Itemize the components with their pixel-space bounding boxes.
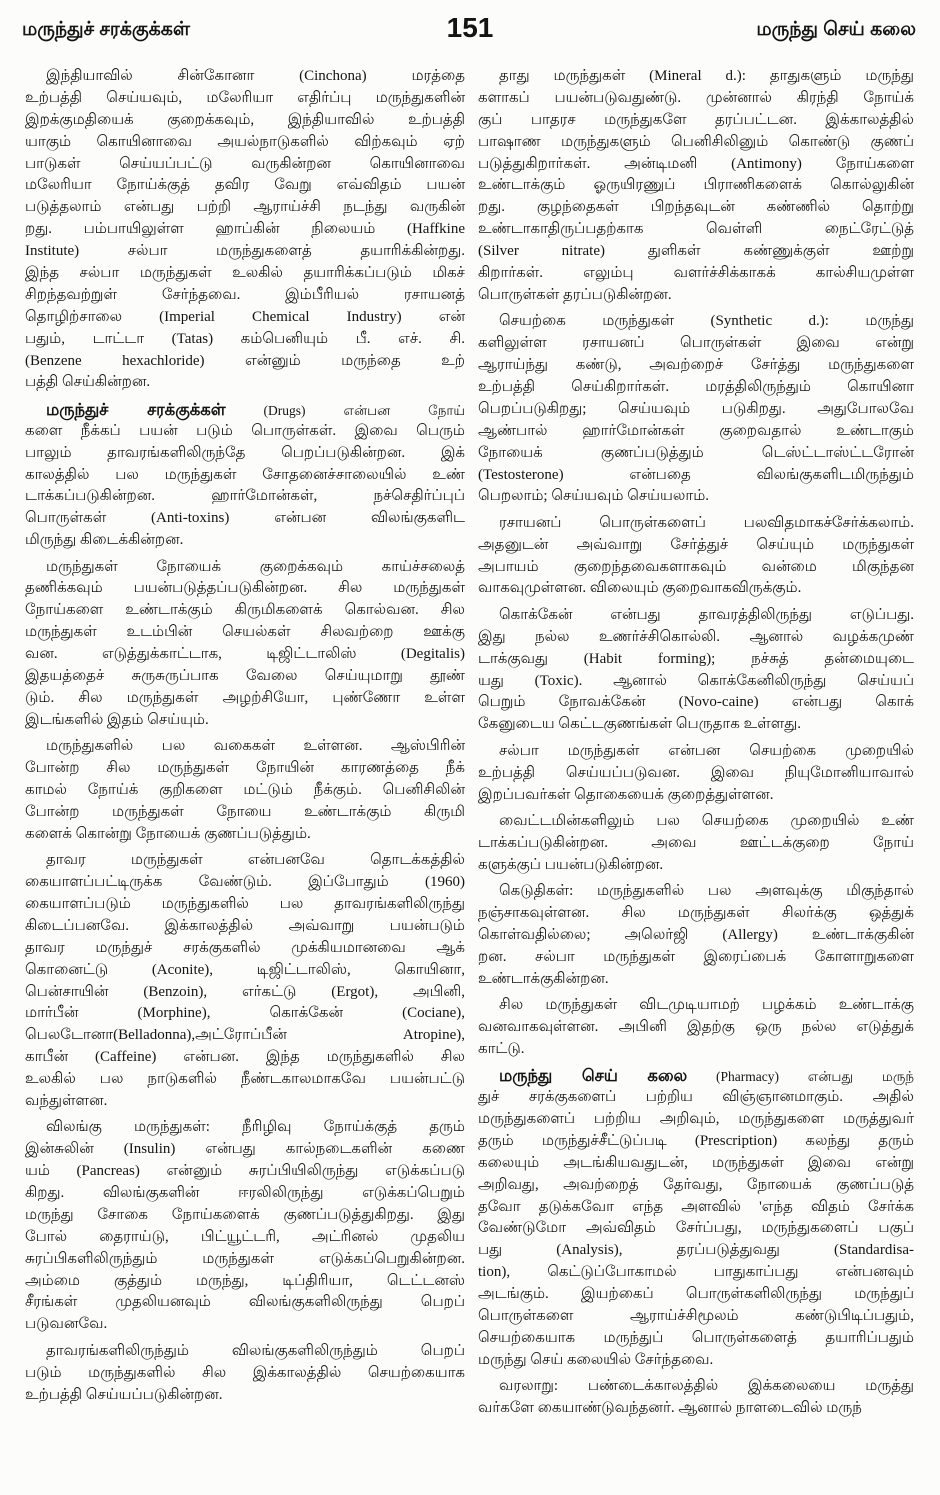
paragraph [478, 741, 914, 807]
text-line: காபீன் (Caffeine) என்பன. இந்த மருந்துகளில் சில [25, 1049, 465, 1066]
text-line [478, 1065, 914, 1087]
paragraph [478, 995, 914, 1061]
paragraph [478, 66, 914, 307]
text-line: காமல் நோய்க் குறிகளை மட்டும் நீக்கும். பெனிசிலின் [25, 782, 465, 798]
paragraph [478, 513, 914, 601]
text-line: கையாளப்பட்டிருக்க வேண்டும். இப்போதும் (1960) [25, 874, 465, 891]
text-line: வைட்டமின்களிலும் பல செயற்கை முறையில் உண் [499, 812, 914, 829]
text-line: இடங்களில் இதம் செய்யும். [25, 711, 209, 728]
entry-heading: மருந்துச் சரக்குக்கள் [46, 399, 226, 419]
paragraph [478, 811, 914, 877]
text-line: இறப்பவர்கள் தொகையைக் குறைத்துள்ளன. [478, 786, 774, 803]
text-line: டாக்கப்படுகின்றன. அவை ஊட்டக்குறை நோய் [478, 834, 914, 851]
paragraph [25, 66, 465, 394]
text-line: ரசாயனப் பொருள்களைப் பலவிதமாகச்சேர்க்கலாம். [499, 514, 914, 531]
text-line: மிருந்து கிடைக்கின்றன. [25, 532, 184, 549]
text-line: பொருள்கள் (Anti-toxins) என்பன விலங்குகளிட [25, 510, 465, 527]
text-line: வரலாறு: பண்டைக்காலத்தில் இக்கலையை மருத்து [499, 1378, 914, 1395]
text-line: மருந்து சோகை நோய்களைக் குணப்படுத்துகிறது. இது [25, 1206, 465, 1223]
text-line: தொழிற்சாலை (Imperial Chemical Industry) என் [25, 308, 465, 325]
text-line: உற்பத்தி செய்யவும், மலேரியா எதிர்ப்பு மருந்துகளின் [25, 89, 465, 106]
text-line: கலையும் அடங்கியவதுடன், மருந்துகள் இவை என்று [478, 1154, 914, 1171]
text-line: இறக்குமதியைக் குறைக்கவும், இந்தியாவில் உற்பத்தி [25, 111, 465, 128]
text-line: உண்டாக்கும் ஓருயிரணுப் பிராணிகளைக் கொல்லுகின் [478, 177, 914, 194]
text-line: போல் தைராய்டு, பிட்யூட்டரி, அட்ரினல் முதலிய [25, 1228, 465, 1245]
text-line: வந்துள்ளன. [25, 1092, 108, 1109]
text-line: கொனைட்டு (Aconite), டிஜிட்டாலிஸ், கொயினா, [25, 961, 465, 978]
text-line: களாகப் பயன்படுவதுண்டு. முன்னால் கிரந்தி நோய்க் [478, 89, 914, 106]
text-line: மருந்துகள் நோயைக் குறைக்கவும் காய்ச்சலைத் [46, 558, 465, 575]
paragraph [25, 1341, 465, 1407]
text-line: டாக்குவது (Habit forming); நச்சுத் தன்மையுடை [478, 650, 914, 667]
text-line: ஆண்பால் ஹார்மோன்கள் குறைவதால் உண்டாகும் [478, 422, 914, 439]
text-line: கெடுதிகள்: மருந்துகளில் பல அளவுக்கு மிகுந்தால் [499, 883, 914, 900]
text-line: வன. எடுத்துக்காட்டாக, டிஜிட்டாலிஸ் (Degitalis) [25, 646, 465, 663]
text-line: யாகும் கொயினாவை அயல்நாடுகளில் விற்கவும் ஏற் [25, 133, 465, 150]
text-line: பெறலாம்; செய்யவும் செய்யலாம். [478, 488, 710, 505]
text-line: போன்ற சில மருந்துகள் நோயின் காரணத்தை நீக் [25, 760, 465, 777]
paragraph [478, 605, 914, 736]
text-line: உற்பத்தி செய்யப்படுகின்றன. [25, 1386, 223, 1403]
paragraph [25, 557, 465, 732]
text-line: மருந்து செய் கலையில் சேர்ந்தவை. [478, 1351, 714, 1368]
text-line: போன்ற மருந்துகள் நோயை உண்டாக்கும் கிருமி [25, 803, 465, 820]
text-line: வனவாகவுள்ளன. அபினி இதற்கு ஒரு நல்ல எடுத்துக் [478, 1018, 914, 1035]
text-line: (Benzene hexachloride) என்னும் மருந்தை உற் [25, 352, 465, 369]
text-line: படுத்தலாம் என்பது பற்றி ஆராய்ச்சி நடந்து வருகின் [25, 199, 465, 216]
running-head-left: மருந்துச் சரக்குக்கள் [22, 19, 191, 40]
text-line: கையாளப்படும் மருந்துகளில் பல தாவரங்களிலிருந்து [25, 895, 465, 912]
entry-heading: மருந்து செய் கலை [499, 1066, 688, 1086]
text-line: றது. பம்பாயிலுள்ள ஹாப்கின் நிலையம் (Haffkine [25, 221, 465, 238]
text-line: றன. சல்பா மருந்துகள் இரைப்பைக் கோளாறுகளை [478, 948, 914, 965]
text-line: படுத்துகிறார்கள். அன்டிமனி (Antimony) நோய்களை [478, 155, 914, 172]
text-line: றது. குழந்தைகள் பிறந்தவுடன் கண்ணில் தொற்று [478, 199, 914, 216]
text-line: ஆராய்ந்து கண்டு, அவற்றைச் சேர்த்து மருந்துகளை [478, 357, 914, 374]
text-line: இதயத்தைச் சுருசுருப்பாக வேலை செய்யுமாறு தூண் [25, 668, 465, 685]
text-line: களிலுள்ள ரசாயனப் பொருள்கள் இவை என்று [478, 335, 914, 352]
text-line: மருந்துகளில் பல வகைகள் உள்ளன. ஆஸ்பிரின் [46, 738, 465, 755]
text-line: யம் (Pancreas) என்னும் சுரப்பியிலிருந்து எடுக்கப்படு [25, 1163, 465, 1180]
paragraph [478, 311, 914, 508]
text-line: துச் சரக்குகளைப் பற்றிய விஞ்ஞானமாகும். அதில் [478, 1089, 914, 1106]
text-line: பத்தி செய்கின்றன. [25, 374, 151, 391]
text-line: இந்த சல்பா மருந்துகள் உலகில் தயாரிக்கப்படும் மிகச் [25, 265, 465, 282]
text-line: குப் பாதரச மருந்துகளே தரப்பட்டன. இக்காலத்தில் [478, 111, 914, 128]
text-line: அடங்கும். இயற்கைப் பொருள்களிலிருந்து மருந்துப் [478, 1286, 914, 1303]
line-text: (Drugs) என்பன நோய் [263, 402, 465, 418]
text-line: தாவர மருந்துச் சரக்குகளில் முக்கியமானவை ஆக் [25, 939, 465, 956]
text-line: தாவரங்களிலிருந்தும் விலங்குகளிலிருந்தும் பெறப் [46, 1342, 465, 1359]
text-line: களைக் கொன்று நோயைக் குணப்படுத்தும். [25, 825, 311, 842]
text-line: அபாயம் குறைந்தவைகளாகவும் வன்மை மிகுந்தன [478, 558, 914, 575]
text-line: பொருள்கள் தரப்படுகின்றன. [478, 286, 672, 303]
text-line: கேனுடைய கெட்டகுணங்கள் பெருதாக உள்ளது. [478, 716, 802, 733]
text-line: தாது மருந்துகள் (Mineral d.): தாதுகளும் மருந்து [499, 68, 914, 84]
text-line: பெறும் நோவக்கேன் (Novo-caine) என்பது கொக் [478, 694, 914, 711]
text-line: கிறார்கள். எலும்பு வளர்ச்சிக்காகக் கால்சியமுள்ள [478, 265, 914, 282]
text-line: பாடுகள் செய்யப்பட்டு வருகின்றன கொயினாவை [25, 155, 465, 172]
text-line: டும். சில மருந்துகள் அழற்சியோ, புண்ணோ உள்ள [25, 689, 465, 706]
text-line: சீரங்கள் முதலியனவும் விலங்குகளிலிருந்து பெறப் [25, 1294, 465, 1311]
text-line: கிறது. விலங்குகளின் ஈரலிலிருந்து எடுக்கப்பெறும் [25, 1185, 465, 1202]
text-line: நஞ்சாகவுள்ளன. சில மருந்துகள் சிலர்க்கு ஒத்துக் [478, 904, 914, 921]
text-line: களுக்குப் பயன்படுகின்றன. [478, 856, 664, 873]
text-line: தரும் மருந்துச்சீட்டுப்படி (Prescription) கலந்து தரும் [478, 1132, 914, 1149]
text-line: வர்களே கையாண்டுவந்தனர். ஆனால் நாளடைவில் மருந் [478, 1400, 862, 1417]
text-line: பெலடோனா(Belladonna),அட்ரோப்பீன் Atropine), [25, 1027, 465, 1044]
text-line: பாஷாண மருந்துகளும் பெனிசிலினும் கொண்டு குணப் [478, 133, 914, 150]
text-line: சில மருந்துகள் விடமுடியாமற் பழக்கம் உண்டாக்கு [499, 997, 914, 1014]
left-column [25, 66, 465, 1411]
text-line: மருந்துகளைப் பற்றிய அறிவும், மருந்துகளை மருத்துவர் [478, 1110, 914, 1127]
text-line: இன்சுலின் (Insulin) என்பது கால்நடைகளின் கணை [25, 1141, 465, 1158]
text-line: மருந்துகள் உடம்பின் செயல்கள் சிலவற்றை ஊக்கு [25, 624, 465, 641]
text-line: உண்டாகாதிருப்பதற்காக வெள்ளி நைட்ரேட்டுத் [478, 221, 914, 238]
paragraph [25, 850, 465, 1113]
text-line: நோய்களை உண்டாக்கும் கிருமிகளைக் கொல்வன. சில [25, 602, 465, 619]
text-line: பென்சாயின் (Benzoin), எர்கட்டு (Ergot), அபினி, [25, 983, 465, 1000]
text-line: நோயைக் குணப்படுத்தும் டெஸ்ட்டாஸ்ட்டரோன் [478, 444, 914, 461]
text-line: பெறப்படுகிறது; செய்யவும் படுகிறது. அதுபோலவே [478, 400, 914, 417]
text-line: வாகவுமுள்ளன. விலையும் குறைவாகவிருக்கும். [478, 580, 802, 597]
text-line: tion), கெட்டுப்போகாமல் பாதுகாப்பது என்பனவும் [478, 1264, 914, 1281]
text-line: பொருள்களை ஆராய்ச்சிமூலம் கண்டுபிடிப்பதும், [478, 1307, 914, 1324]
running-head-right: மருந்து செய் கலை [756, 19, 916, 40]
text-line: செயற்கையாக மருந்துப் பொருள்களைத் தயாரிப்பதும் [478, 1329, 914, 1346]
text-line: மார்பீன் (Morphine), கொக்கேன் (Cociane), [25, 1005, 465, 1022]
text-line: யது (Toxic). ஆனால் கொக்கேனிலிருந்து செய்யப் [478, 672, 914, 689]
text-line: அம்மை குத்தும் மருந்து, டிப்திரியா, டெட்டனஸ் [25, 1272, 465, 1289]
text-line: தாவர மருந்துகள் என்பனவே தொடக்கத்தில் [46, 852, 465, 869]
text-line: கொள்வதில்லை; அலெர்ஜி (Allergy) உண்டாக்குகின் [478, 926, 914, 943]
paragraph [478, 1376, 914, 1420]
text-line: பாலும் தாவரங்களிலிருந்தே பெறப்படுகின்றன. இக் [25, 444, 465, 461]
text-line: தவோ தடுக்கவோ எந்த அளவில் 'எந்த விதம் சேர்க்க [478, 1198, 914, 1215]
text-line: Institute) சல்பா மருந்துகளைத் தயாரிக்கின்றது. [25, 243, 465, 260]
text-line: டாக்கப்படுகின்றன. ஹார்மோன்கள், நச்செதிர்ப்புப் [25, 488, 465, 505]
page-number: 151 [446, 12, 494, 43]
paragraph [25, 399, 465, 552]
text-line: படும் மருந்துகளில் சில இக்காலத்தில் செயற்கையாக [25, 1364, 465, 1381]
text-line: சுரப்பிகளிலிருந்தும் மருந்துகள் எடுக்கப்பெறுகின்றன. [25, 1250, 465, 1267]
text-line: உற்பத்தி செய்கிறார்கள். மரத்திலிருந்தும் கொயினா [478, 378, 914, 395]
right-column [478, 66, 914, 1424]
text-line: விலங்கு மருந்துகள்: நீரிழிவு நோய்க்குத் தரும் [46, 1119, 465, 1136]
text-line: (Silver nitrate) துளிகள் கண்ணுக்குள் ஊற்று [478, 243, 914, 260]
text-line: களை நீக்கப் பயன் படும் பொருள்கள். இவை பெரும் [25, 422, 465, 439]
text-line: உற்பத்தி செய்யப்படுவன. இவை நியுமோனியாவால் [478, 764, 914, 781]
text-line: பதும், டாட்டா (Tatas) கம்பெனியும் பீ. எச். சி. [25, 330, 465, 347]
text-line: காலத்தில் பல மருந்துகள் சோதனைச்சாலையில் உண் [25, 466, 465, 483]
text-line: மலேரியா நோய்க்குத் தவிர வேறு எவ்விதம் பயன் [25, 177, 465, 194]
text-line: காட்டு. [478, 1040, 525, 1057]
text-line: வேண்டுமோ அவ்விதம் சேர்ப்பது, மருந்துகளைப் பகுப் [478, 1220, 914, 1237]
text-line [25, 399, 465, 421]
text-line: கிடைப்பனவே. இக்காலத்தில் அவ்வாறு பயன்படும் [25, 917, 465, 934]
text-line: செயற்கை மருந்துகள் (Synthetic d.): மருந்து [499, 313, 914, 330]
paragraph [25, 736, 465, 845]
paragraph [25, 1117, 465, 1336]
text-line: பது (Analysis), தரப்படுத்துவது (Standardisa- [478, 1242, 914, 1259]
text-line: அதனுடன் அவ்வாறு சேர்த்துச் செய்யும் மருந்துகள் [478, 536, 914, 553]
text-line: இது நல்ல உணர்ச்சிகொல்லி. ஆனால் வழக்கமுண் [478, 628, 914, 645]
text-line: உண்டாக்குகின்றன. [478, 970, 609, 987]
text-line: அறிவது, அவற்றைத் தேர்வது, நோயைக் குணப்படுத் [478, 1176, 914, 1193]
text-line: தணிக்கவும் பயன்படுத்தப்படுகின்றன. சில மருந்துகள் [25, 580, 465, 597]
text-line: கொக்கேன் என்பது தாவரத்திலிருந்து எடுப்பது. [499, 606, 914, 623]
text-line: சல்பா மருந்துகள் என்பன செயற்கை முறையில் [499, 742, 914, 759]
text-line: உலகில் பல நாடுகளில் நீண்டகாலமாகவே பயன்பட்டு [25, 1071, 465, 1088]
paragraph [478, 881, 914, 990]
text-line: படுவனவே. [25, 1316, 108, 1333]
paragraph [478, 1065, 914, 1371]
text-line: (Testosterone) என்பதை விலங்குகளிடமிருந்தும் [478, 466, 914, 483]
line-text: (Pharmacy) என்பது மருந் [716, 1069, 914, 1085]
text-line: சிறந்தவற்றுள் சேர்ந்தவை. இம்பீரியல் ரசாயனத் [25, 286, 465, 303]
text-line: இந்தியாவில் சின்கோனா (Cinchona) மரத்தை [46, 68, 465, 84]
